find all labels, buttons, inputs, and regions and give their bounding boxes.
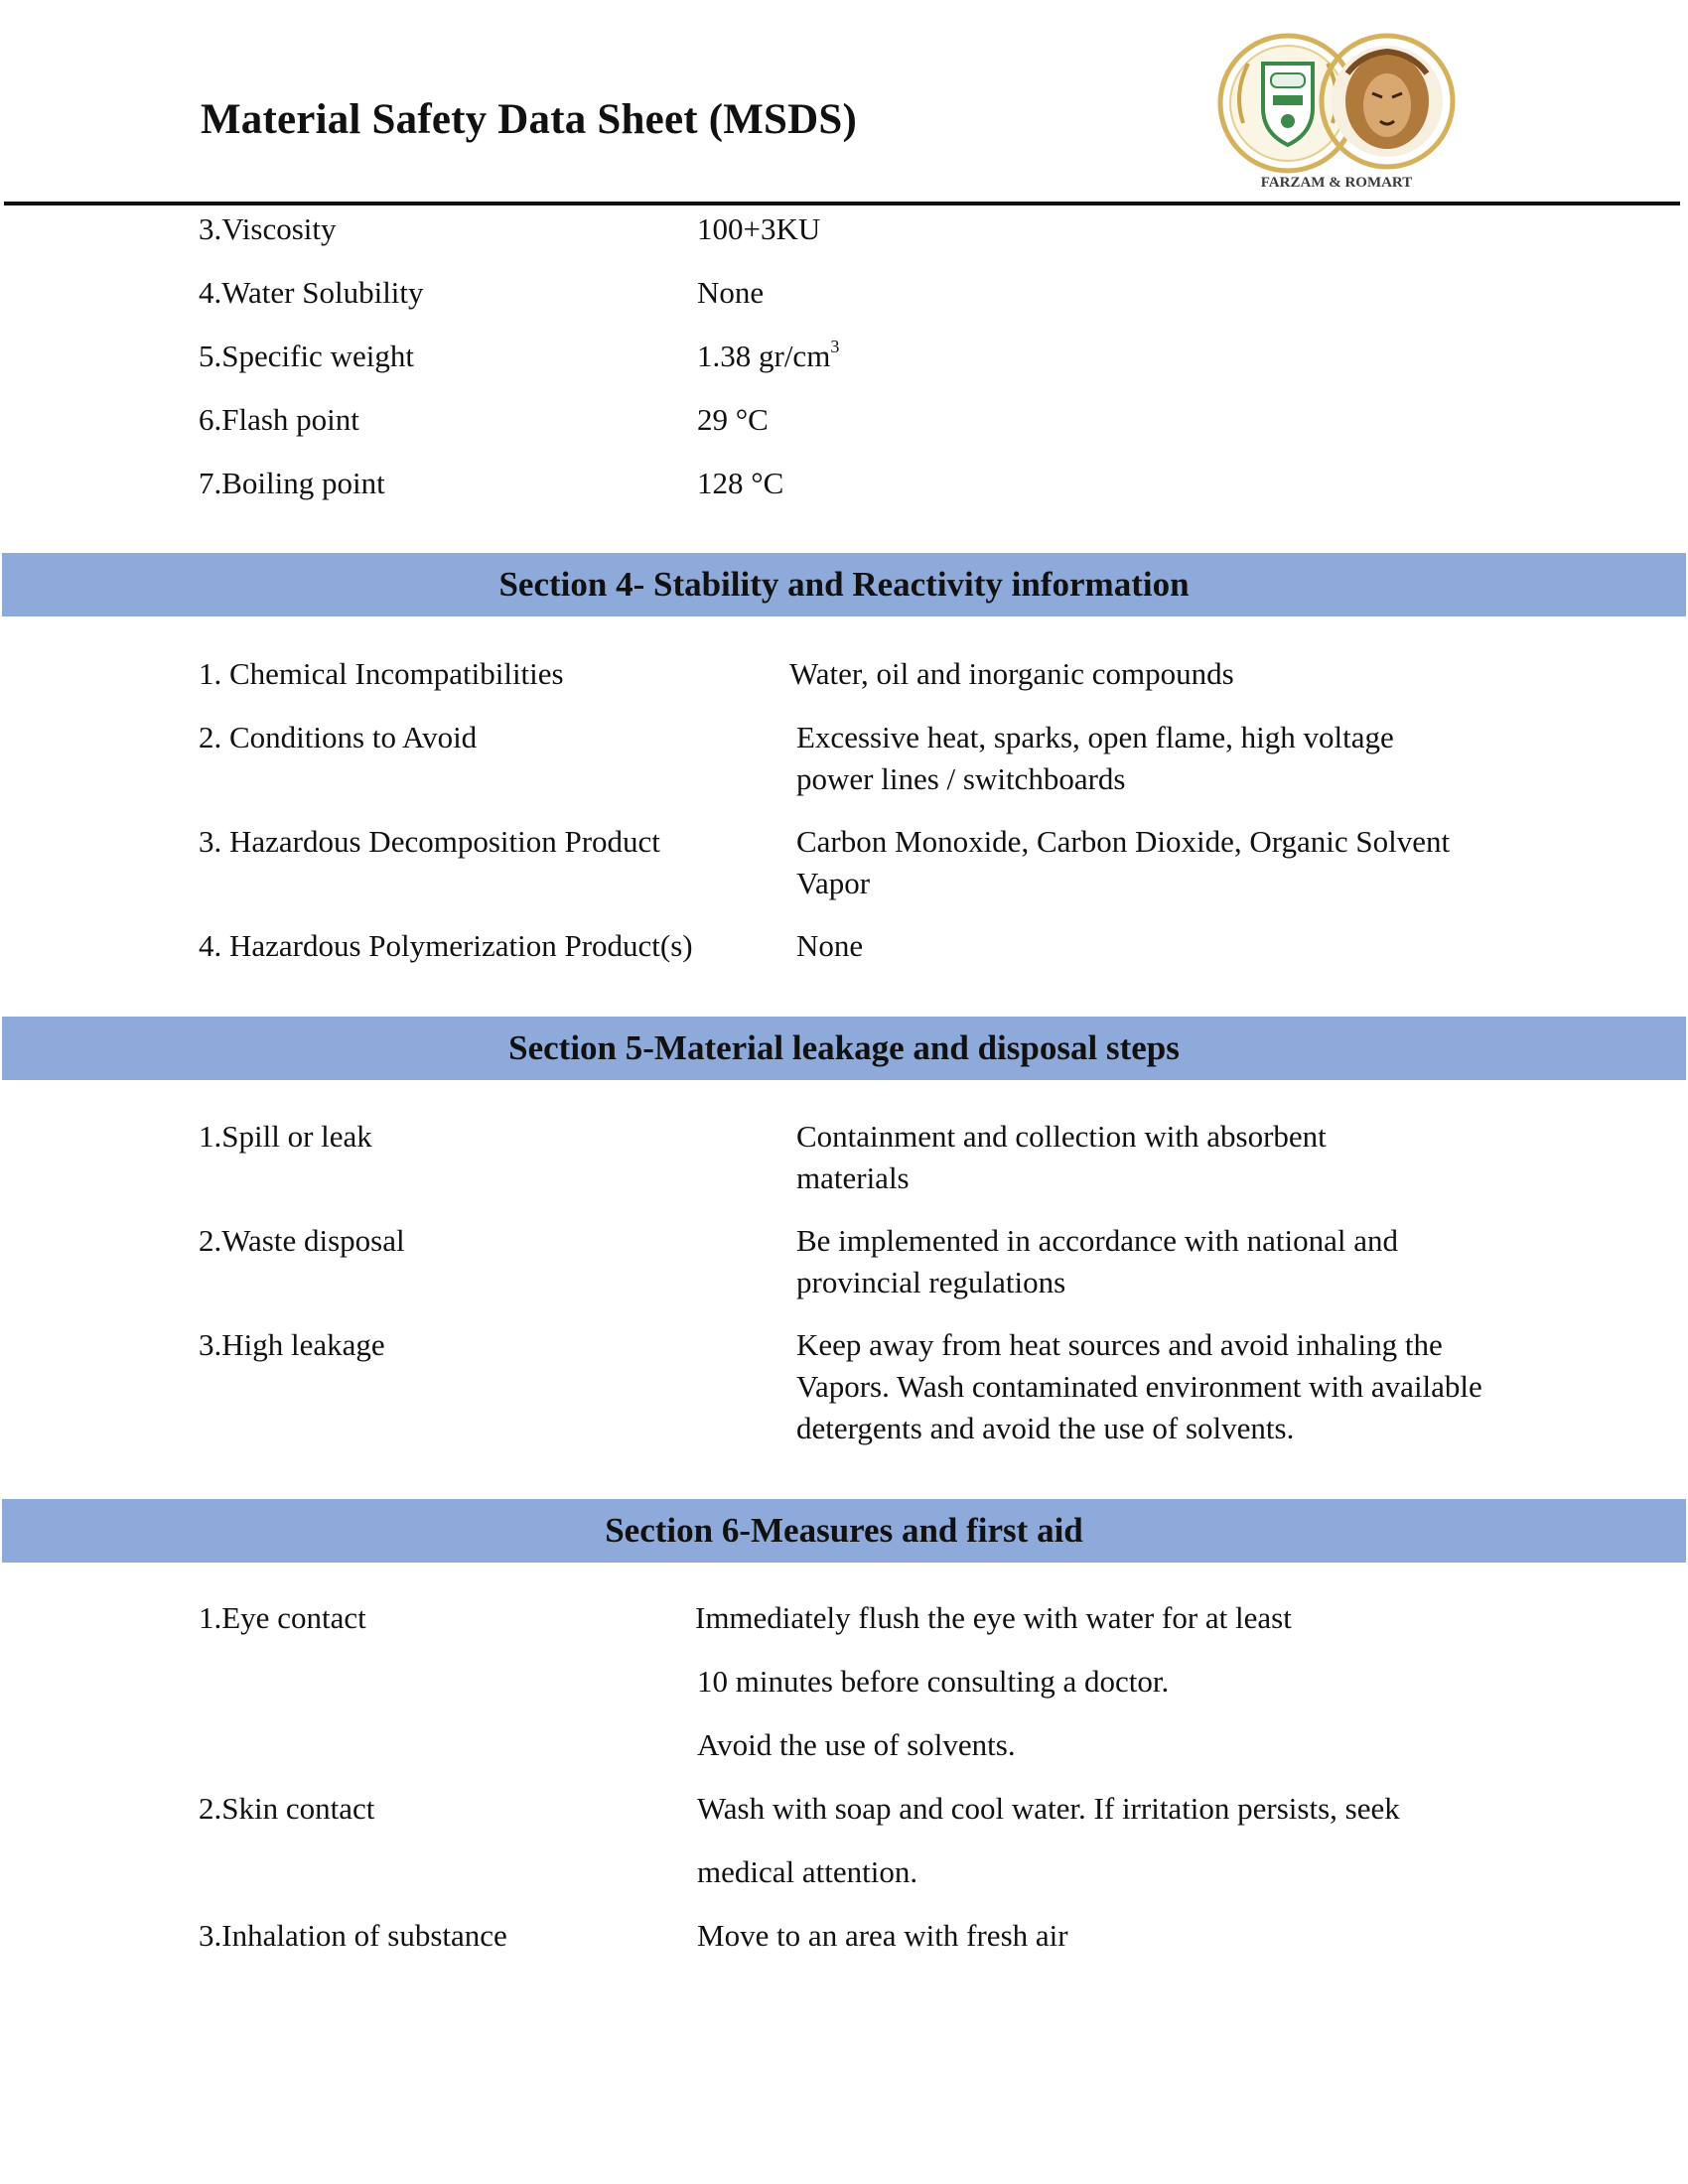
section-4-value: Water, oil and inorganic compounds [789,656,1234,691]
property-label: 5.Specific weight [199,339,414,373]
section-5-value: Keep away from heat sources and avoid inhaling the Vapors. Wash contaminated environment with available detergents and avoid the use of solvents. [796,1327,1482,1445]
section-5-label: 3.High leakage [199,1327,385,1362]
section-4-value: Carbon Monoxide, Carbon Dioxide, Organic Solvent Vapor [796,824,1451,900]
header-divider [4,202,1680,205]
section-5-header: Section 5-Material leakage and disposal steps [2,1017,1686,1080]
section-5-value: Containment and collection with absorbent materials [796,1119,1327,1195]
section-5-label: 2.Waste disposal [199,1223,405,1258]
section-5-value: Be implemented in accordance with national and provincial regulations [796,1223,1398,1299]
section-6-value-line: 10 minutes before consulting a doctor. [697,1664,1170,1699]
section-6-label: 1.Eye contact [199,1600,366,1635]
section-6-value-line: Avoid the use of solvents. [697,1727,1016,1762]
section-6-value-line: medical attention. [697,1854,918,1889]
superscript-exponent: 3 [830,337,840,356]
section-6-value-line: Immediately flush the eye with water for at least [695,1600,1292,1635]
section-4-label: 4. Hazardous Polymerization Product(s) [199,928,693,963]
company-logo [1203,14,1472,198]
section-4-value: None [796,928,864,963]
logo-caption: FARZAM & ROMART [1260,175,1413,191]
section-4-label: 3. Hazardous Decomposition Product [199,824,660,859]
section-6-value-line: Wash with soap and cool water. If irritation persists, seek [697,1791,1400,1826]
section-4-header: Section 4- Stability and Reactivity information [2,553,1686,616]
section-4-label: 2. Conditions to Avoid [199,720,478,754]
property-label: 7.Boiling point [199,466,385,500]
property-value [697,336,839,377]
section-6-value-line: Move to an area with fresh air [697,1918,1068,1953]
section-5-label: 1.Spill or leak [199,1119,372,1154]
property-label: 4.Water Solubility [199,275,424,310]
property-value: 128 °C [697,466,784,500]
section-6-header: Section 6-Measures and first aid [2,1499,1686,1563]
property-value: 100+3KU [697,211,821,246]
section-4-label: 1. Chemical Incompatibilities [199,656,564,691]
property-label: 3.Viscosity [199,211,337,246]
section-4-value: Excessive heat, sparks, open flame, high voltage power lines / switchboards [796,720,1394,796]
property-value-text: 1.38 gr/cm [697,339,831,373]
section-6-label: 2.Skin contact [199,1791,375,1826]
page-title: Material Safety Data Sheet (MSDS) [201,96,858,143]
property-value: 29 °C [697,402,769,437]
property-label: 6.Flash point [199,402,359,437]
section-6-label: 3.Inhalation of substance [199,1918,507,1953]
property-value: None [697,275,765,310]
